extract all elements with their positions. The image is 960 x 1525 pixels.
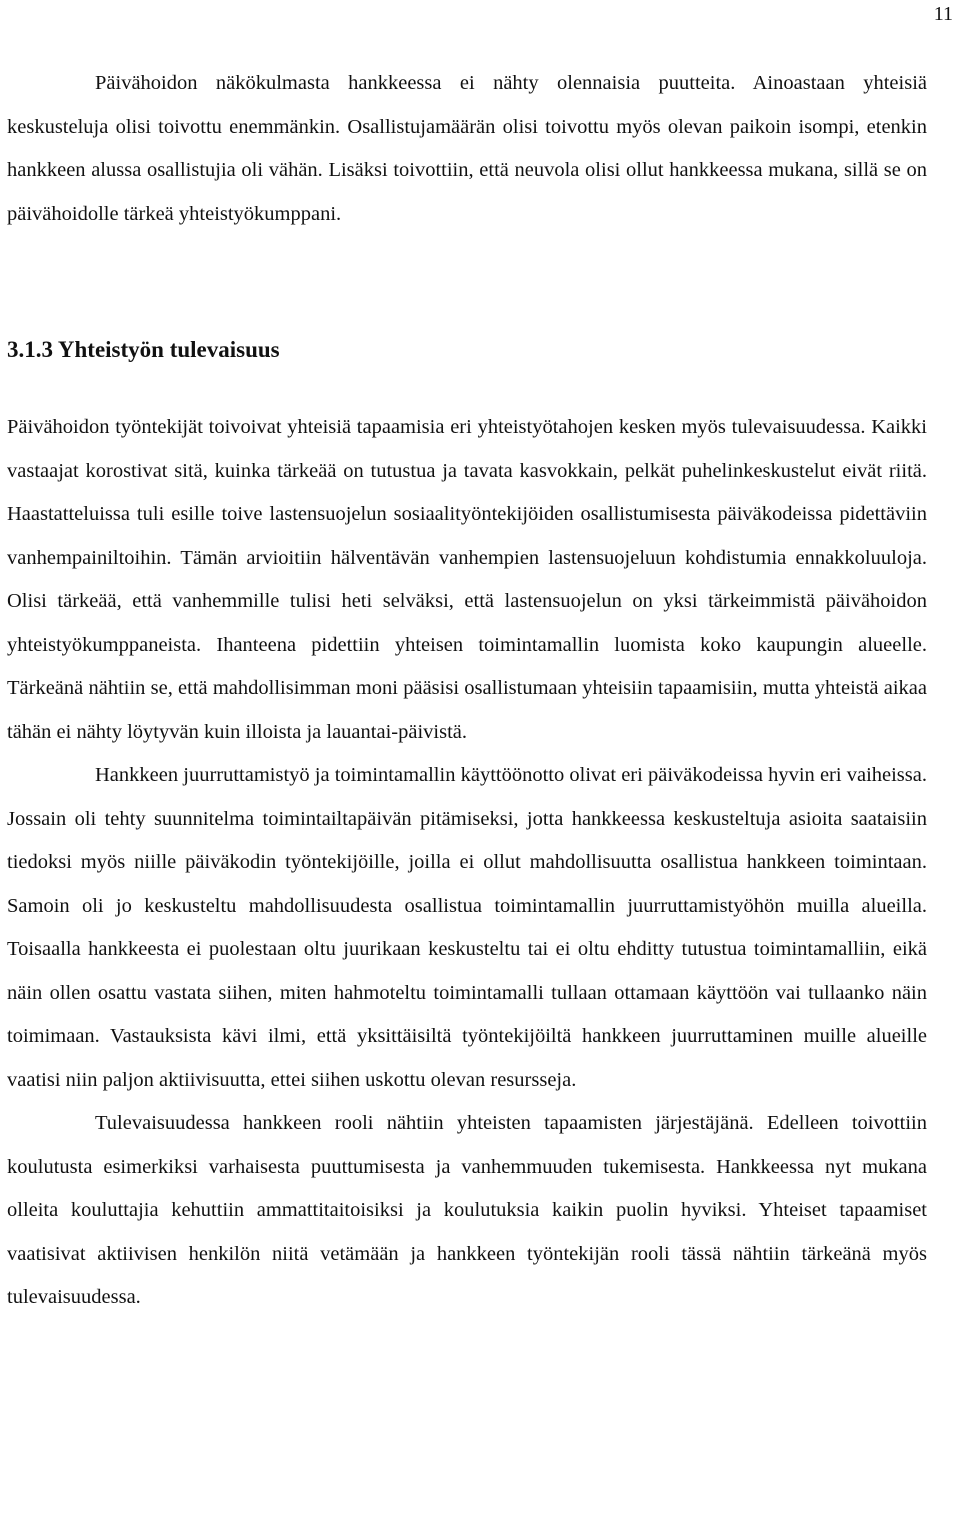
paragraph: Päivähoidon näkökulmasta hankkeessa ei nähty olennaisia puutteita. Ainoastaan yhteisiä keskusteluja olisi toivottu enemmänkin. Osallistujamäärän olisi toivottu myös olevan paikoin isompi, etenkin hankkeen alussa osallistujia oli vähän. Lisäksi toivottiin, että neuvola olisi ollut hankkeessa mukana, sillä se on päivähoidolle tärkeä yhteistyökumppani. [7, 72, 927, 225]
document-body [7, 62, 927, 1320]
section-heading: 3.1.3 Yhteistyön tulevaisuus [7, 337, 280, 362]
paragraph: Päivähoidon työntekijät toivoivat yhteisiä tapaamisia eri yhteistyötahojen kesken myös tulevaisuudessa. Kaikki vastaajat korostivat sitä, kuinka tärkeää on tutustua ja tavata kasvokkain, pelkät puhelinkeskustelut eivät riitä. Haastatteluissa tuli esille toive lastensuojelun sosiaalityöntekijöiden osallistumisesta päiväkodeissa pidettäviin vanhempainiltoihin. Tämän arvioitiin hälventävän vanhempien lastensuojeluun kohdistumia ennakkoluuloja. Olisi tärkeää, että vanhemmille tulisi heti selväksi, että lastensuojelun on yksi tärkeimmistä päivähoidon yhteistyökumppaneista. Ihanteena pidettiin yhteisen toimintamallin luomista koko kaupungin alueelle. Tärkeänä nähtiin se, että mahdollisimman moni pääsisi osallistumaan yhteisiin tapaamisiin, mutta yhteistä aikaa tähän ei nähty löytyvän kuin illoista ja lauantai-päivistä. [7, 416, 927, 743]
page-number: 11 [933, 3, 953, 25]
paragraph: Tulevaisuudessa hankkeen rooli nähtiin yhteisten tapaamisten järjestäjänä. Edelleen toivottiin koulutusta esimerkiksi varhaisesta puuttumisesta ja vanhemmuuden tukemisesta. Hankkeessa nyt mukana olleita kouluttajia kehuttiin ammattitaitoisiksi ja koulutuksia kaikin puolin hyviksi. Yhteiset tapaamiset vaatisivat aktiivisen henkilön niitä vetämään ja hankkeen työntekijän rooli tässä nähtiin tärkeänä myös tulevaisuudessa. [7, 1112, 927, 1308]
paragraph: Hankkeen juurruttamistyö ja toimintamallin käyttöönotto olivat eri päiväkodeissa hyvin eri vaiheissa. Jossain oli tehty suunnitelma toimintailtapäivän pitämiseksi, jotta hankkeessa keskusteltuja asioita saataisiin tiedoksi myös niille päiväkodin työntekijöille, joilla ei ollut mahdollisuutta osallistua hankkeen toimintaan. Samoin oli jo keskusteltu mahdollisuudesta osallistua toimintamallin juurruttamistyöhön muilla alueilla. Toisaalla hankkeesta ei puolestaan oltu juurikaan keskusteltu tai ei oltu ehditty tutustua toimintamalliin, eikä näin ollen osattu vastata siihen, miten hahmoteltu toimintamalli tullaan ottamaan käyttöön vai tullaanko näin toimimaan. Vastauksista kävi ilmi, että yksittäisiltä työntekijöiltä hankkeen juurruttaminen muille alueille vaatisi niin paljon aktiivisuutta, ettei siihen uskottu olevan resursseja. [7, 764, 927, 1091]
